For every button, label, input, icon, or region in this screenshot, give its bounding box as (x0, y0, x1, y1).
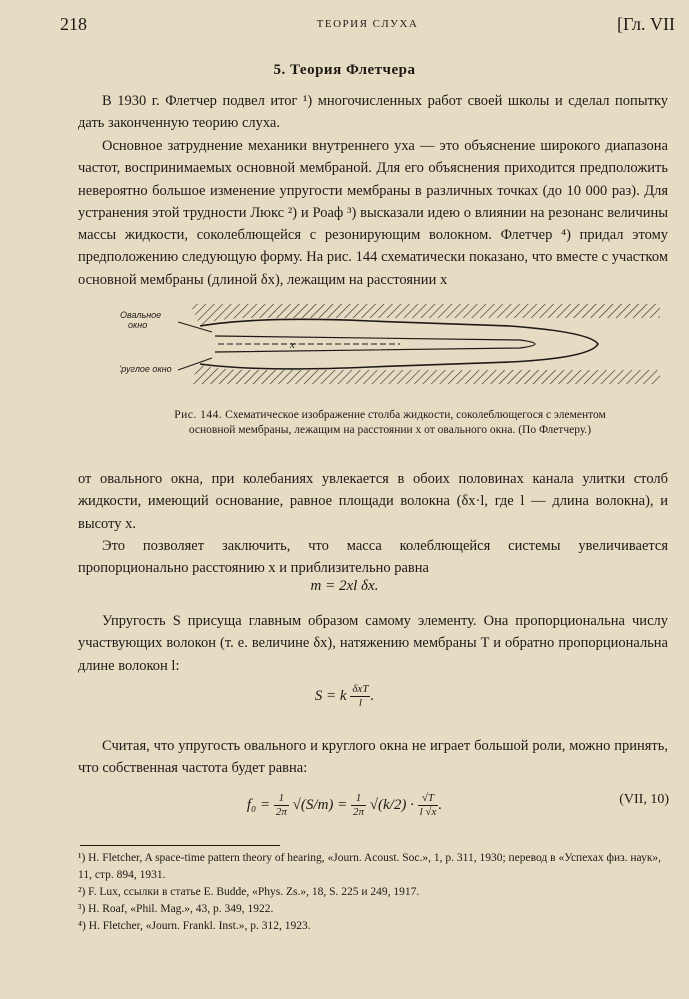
footnote-2: ²) F. Lux, ссылки в статье E. Budde, «Phys. Zs.», 18, S. 225 и 249, 1917. (78, 886, 420, 898)
elasticity-fraction: $\frac{\text{δxT}}{l}$ (352, 683, 369, 709)
footnote-3: ³) H. Roaf, «Phil. Mag.», 43, p. 349, 1922. (78, 903, 274, 915)
formula-mass: m = 2xl δx. (310, 578, 379, 594)
figure-caption: Рис. 144. Схематическое изображение столба жидкости, соколеблющегося с элементом основной мембраны, лежащим на расстоянии x от овального окна. (По Флетчеру.) (174, 409, 606, 436)
formula-elasticity: S = k $\frac{\text{δxT}}{l}$ . (314, 683, 375, 709)
paragraph-3: от овального окна, при колебаниях увлекается в обоих половинах канала улитки столб жидкости, имеющий основание, равное площади волокна (δx·l, где l — длина волокна), и высоту x. (78, 471, 668, 532)
formula-frequency: f₀ = $\frac{1}{2\pi}$ √(S/m) = $\frac{1}{2\pi}$ √(k/2) · $\frac{√T}{l √x}$ . (VII, 10) (246, 792, 669, 818)
paragraph-6: Считая, что упругость овального и круглого окна не играет большой роли, можно принять, что собственная частота будет равна: (78, 738, 668, 777)
cochlea-diagram (120, 296, 660, 396)
running-head: ТЕОРИЯ СЛУХА (316, 18, 419, 30)
footnote-4: ⁴) H. Fletcher, «Journ. Frankl. Inst.», p. 312, 1923. (78, 920, 311, 932)
equation-number: (VII, 10) (619, 792, 669, 807)
paragraph-4: Это позволяет заключить, что масса колеблющейся системы увеличивается пропорционально расстоянию x и приблизительно равна (78, 538, 668, 577)
chapter-marker: [Гл. VII (616, 14, 675, 34)
x-label: x (290, 339, 295, 351)
oval-window-label: Овальное окно (120, 310, 162, 330)
figure-144 (120, 296, 660, 396)
paragraph-5: Упругость S присуща главным образом самому элементу. Она пропорциональна числу участвующих волокон (т. е. величине δx), натяжению мембраны T и обратно пропорциональна длине волокон l: (78, 613, 668, 674)
page-number: 218 (60, 14, 87, 34)
section-title: 5. Теория Флетчера (273, 62, 416, 78)
page-header (60, 14, 675, 42)
round-window-label: Круглое окно (120, 364, 172, 374)
footnotes (78, 850, 668, 935)
paragraph-1: В 1930 г. Флетчер подвел итог ¹) многочисленных работ своей школы и сделал попытку дать законченную теорию слуха. (78, 93, 668, 132)
footnote-1: ¹) H. Fletcher, A space-time pattern theory of hearing, «Journ. Acoust. Soc.», 1, p. 311, 1930; перевод в «Успехах физ. наук», 11, стр. 894, 1931. (78, 852, 662, 881)
oval-window-leader (178, 322, 212, 332)
lower-wall-hatching (190, 364, 660, 384)
paragraph-2: Основное затруднение механики внутреннего уха — это объяснение широкого диапазона частот, воспринимаемых основной мембраной. Для его объяснения приходится предположить невероятно большое изменение упругости мембраны в различных точках (до 10 000 раз). Для устранения этой трудности Люкс ²) и Роаф ³) высказали идею о влиянии на резонанс величины массы жидкости, соколеблющейся с резонирующим волокном. Флетчер ⁴) придал этому предположению следующую форму. На рис. 144 схематически показано, что вместе с участком основной мембраны (длиной δx), лежащим на расстоянии x (78, 138, 668, 288)
footnote-rule (80, 845, 280, 846)
